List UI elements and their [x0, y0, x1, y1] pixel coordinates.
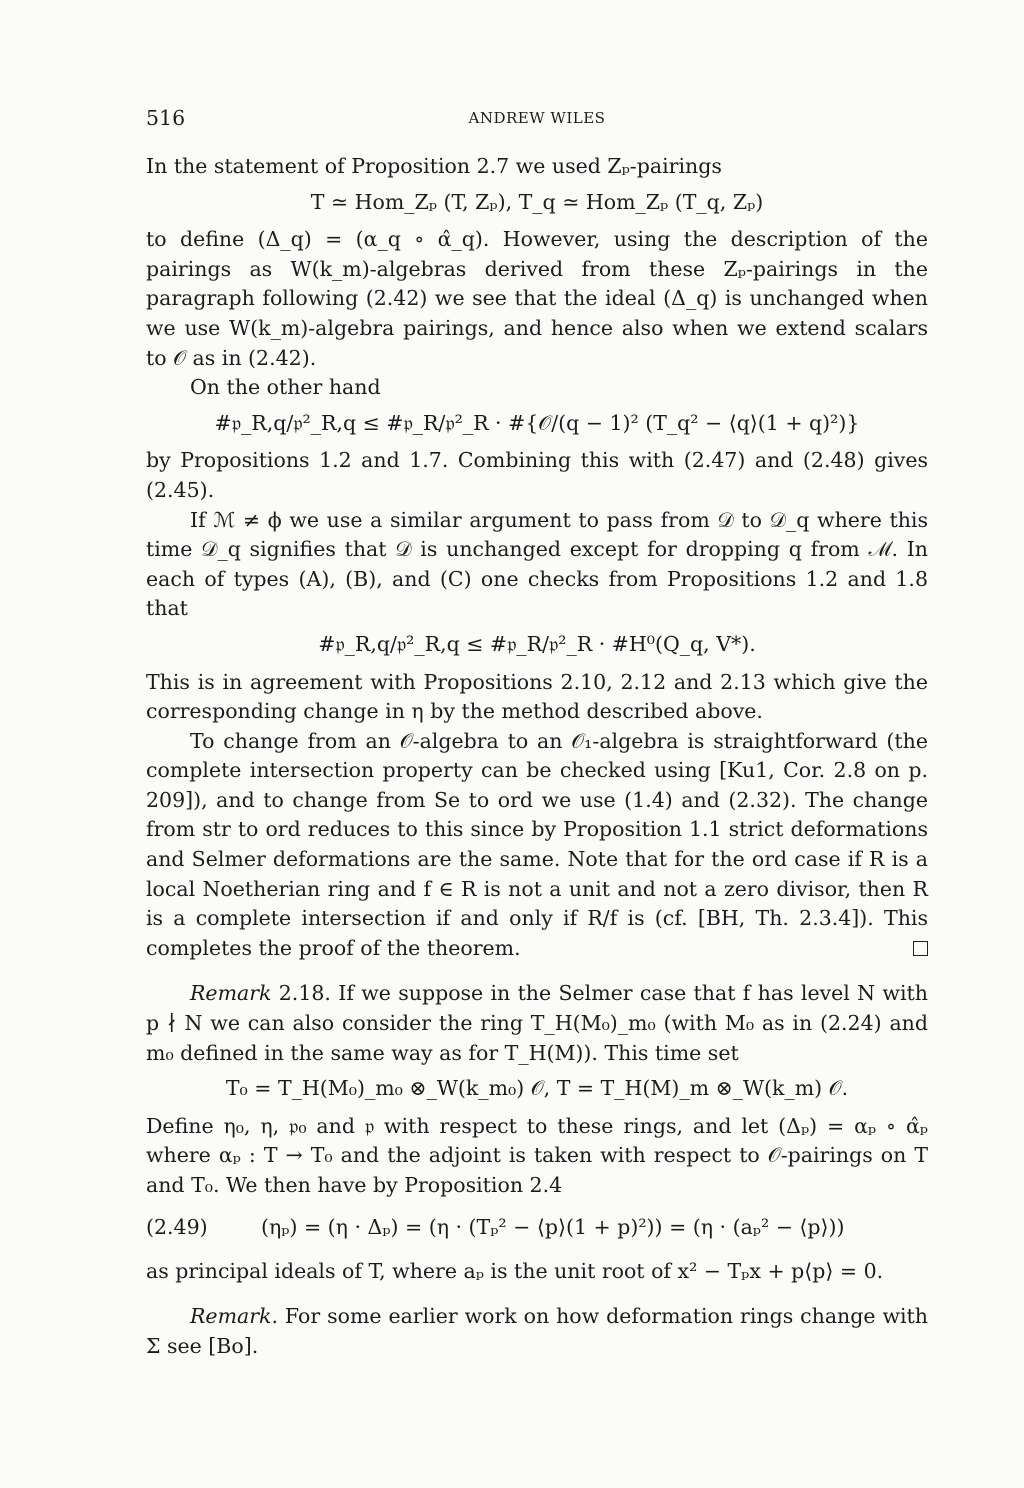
remark-text: For some earlier work on how deformation rings change with Σ see [Bo]. [146, 1304, 928, 1358]
numbered-equation [146, 1207, 928, 1247]
paragraph [146, 727, 928, 964]
remark-label: Remark [190, 981, 272, 1006]
paragraph: If ℳ ≠ ϕ we use a similar argument to pass from 𝒟 to 𝒟_q where this time 𝒟_q signifies that 𝒟 is unchanged except for dropping q from ℳ. In each of types (A), (B), and (C) one checks from Propositions 1.2 and 1.8 that [146, 507, 928, 621]
paragraph: to define (Δ_q) = (α_q ∘ α̂_q). However, using the description of the pairings as W(k_m)-algebras derived from these Zₚ-pairings in the paragraph following (2.42) we see that the ideal (Δ_q) is unchanged when we use W(k_m)-algebra pairings, and hence also when we extend scalars to 𝒪 as in (2.42). [146, 227, 928, 370]
paragraph: This is in agreement with Propositions 2.10, 2.12 and 2.13 which give the corresponding change in η by the method described above. [146, 669, 928, 724]
display-equation: #𝔭_R,q/𝔭²_R,q ≤ #𝔭_R/𝔭²_R · #{𝒪/(q − 1)² (T_q² − ⟨q⟩(1 + q)²)} [214, 410, 860, 435]
paragraph: In the statement of Proposition 2.7 we used Zₚ-pairings [146, 154, 722, 178]
paragraph: Define η₀, η, 𝔭₀ and 𝔭 with respect to these rings, and let (Δₚ) = αₚ ∘ α̂ₚ where αₚ : T → T₀ and the adjoint is taken with respect to 𝒪-pairings on T and T₀. We then have by Proposition 2.4 [146, 1113, 928, 1197]
remark-paragraph [146, 1302, 928, 1361]
paragraph: by Propositions 1.2 and 1.7. Combining this with (2.47) and (2.48) gives (2.45). [146, 448, 928, 502]
display-equation: T₀ = T_H(M₀)_m₀ ⊗_W(k_m₀) 𝒪, T = T_H(M)_m ⊗_W(k_m) 𝒪. [225, 1076, 849, 1101]
spacer [146, 1286, 928, 1302]
remark-text: 2.18. If we suppose in the Selmer case that f has level N with p ∤ N we can also consider the ring T_H(M₀)_m₀ (with M₀ as in (2.24) and m₀ defined in the same way as for T_H(M)). This time set [146, 981, 928, 1065]
display-equation: #𝔭_R,q/𝔭²_R,q ≤ #𝔭_R/𝔭²_R · #H⁰(Q_q, V*). [318, 631, 756, 656]
page-header [146, 104, 928, 138]
display-equation: T ≃ Hom_Zₚ (T, Zₚ), T_q ≃ Hom_Zₚ (T_q, Zₚ) [310, 189, 764, 214]
remark-label: Remark. [190, 1304, 278, 1329]
equation-body: (ηₚ) = (η · Δₚ) = (η · (Tₚ² − ⟨p⟩(1 + p)²)) = (η · (aₚ² − ⟨p⟩)) [261, 1214, 845, 1239]
remark-paragraph [146, 979, 928, 1068]
paragraph: as principal ideals of T, where aₚ is the unit root of x² − Tₚx + p⟨p⟩ = 0. [146, 1258, 884, 1283]
end-of-proof-icon [913, 941, 928, 956]
paragraph: On the other hand [190, 375, 381, 400]
page-number: 516 [146, 106, 186, 130]
equation-number: (2.49) [146, 1214, 208, 1239]
spacer [146, 963, 928, 979]
running-title: ANDREW WILES [468, 109, 606, 127]
paragraph-text: To change from an 𝒪-algebra to an 𝒪₁-algebra is straightforward (the complete intersection property can be checked using [Ku1, Cor. 2.8 on p. 209]), and to change from Se to ord we use (1.4) and (2.32). The change from str to ord reduces to this since by Proposition 1.1 strict deformations and Selmer deformations are the same. Note that for the ord case if R is a local Noetherian ring and f ∈ R is not a unit and not a zero divisor, then R is a complete intersection if and only if R/f is (cf. [BH, Th. 2.3.4]). This completes the proof of the theorem. [146, 728, 928, 960]
paper-page [146, 104, 928, 1361]
